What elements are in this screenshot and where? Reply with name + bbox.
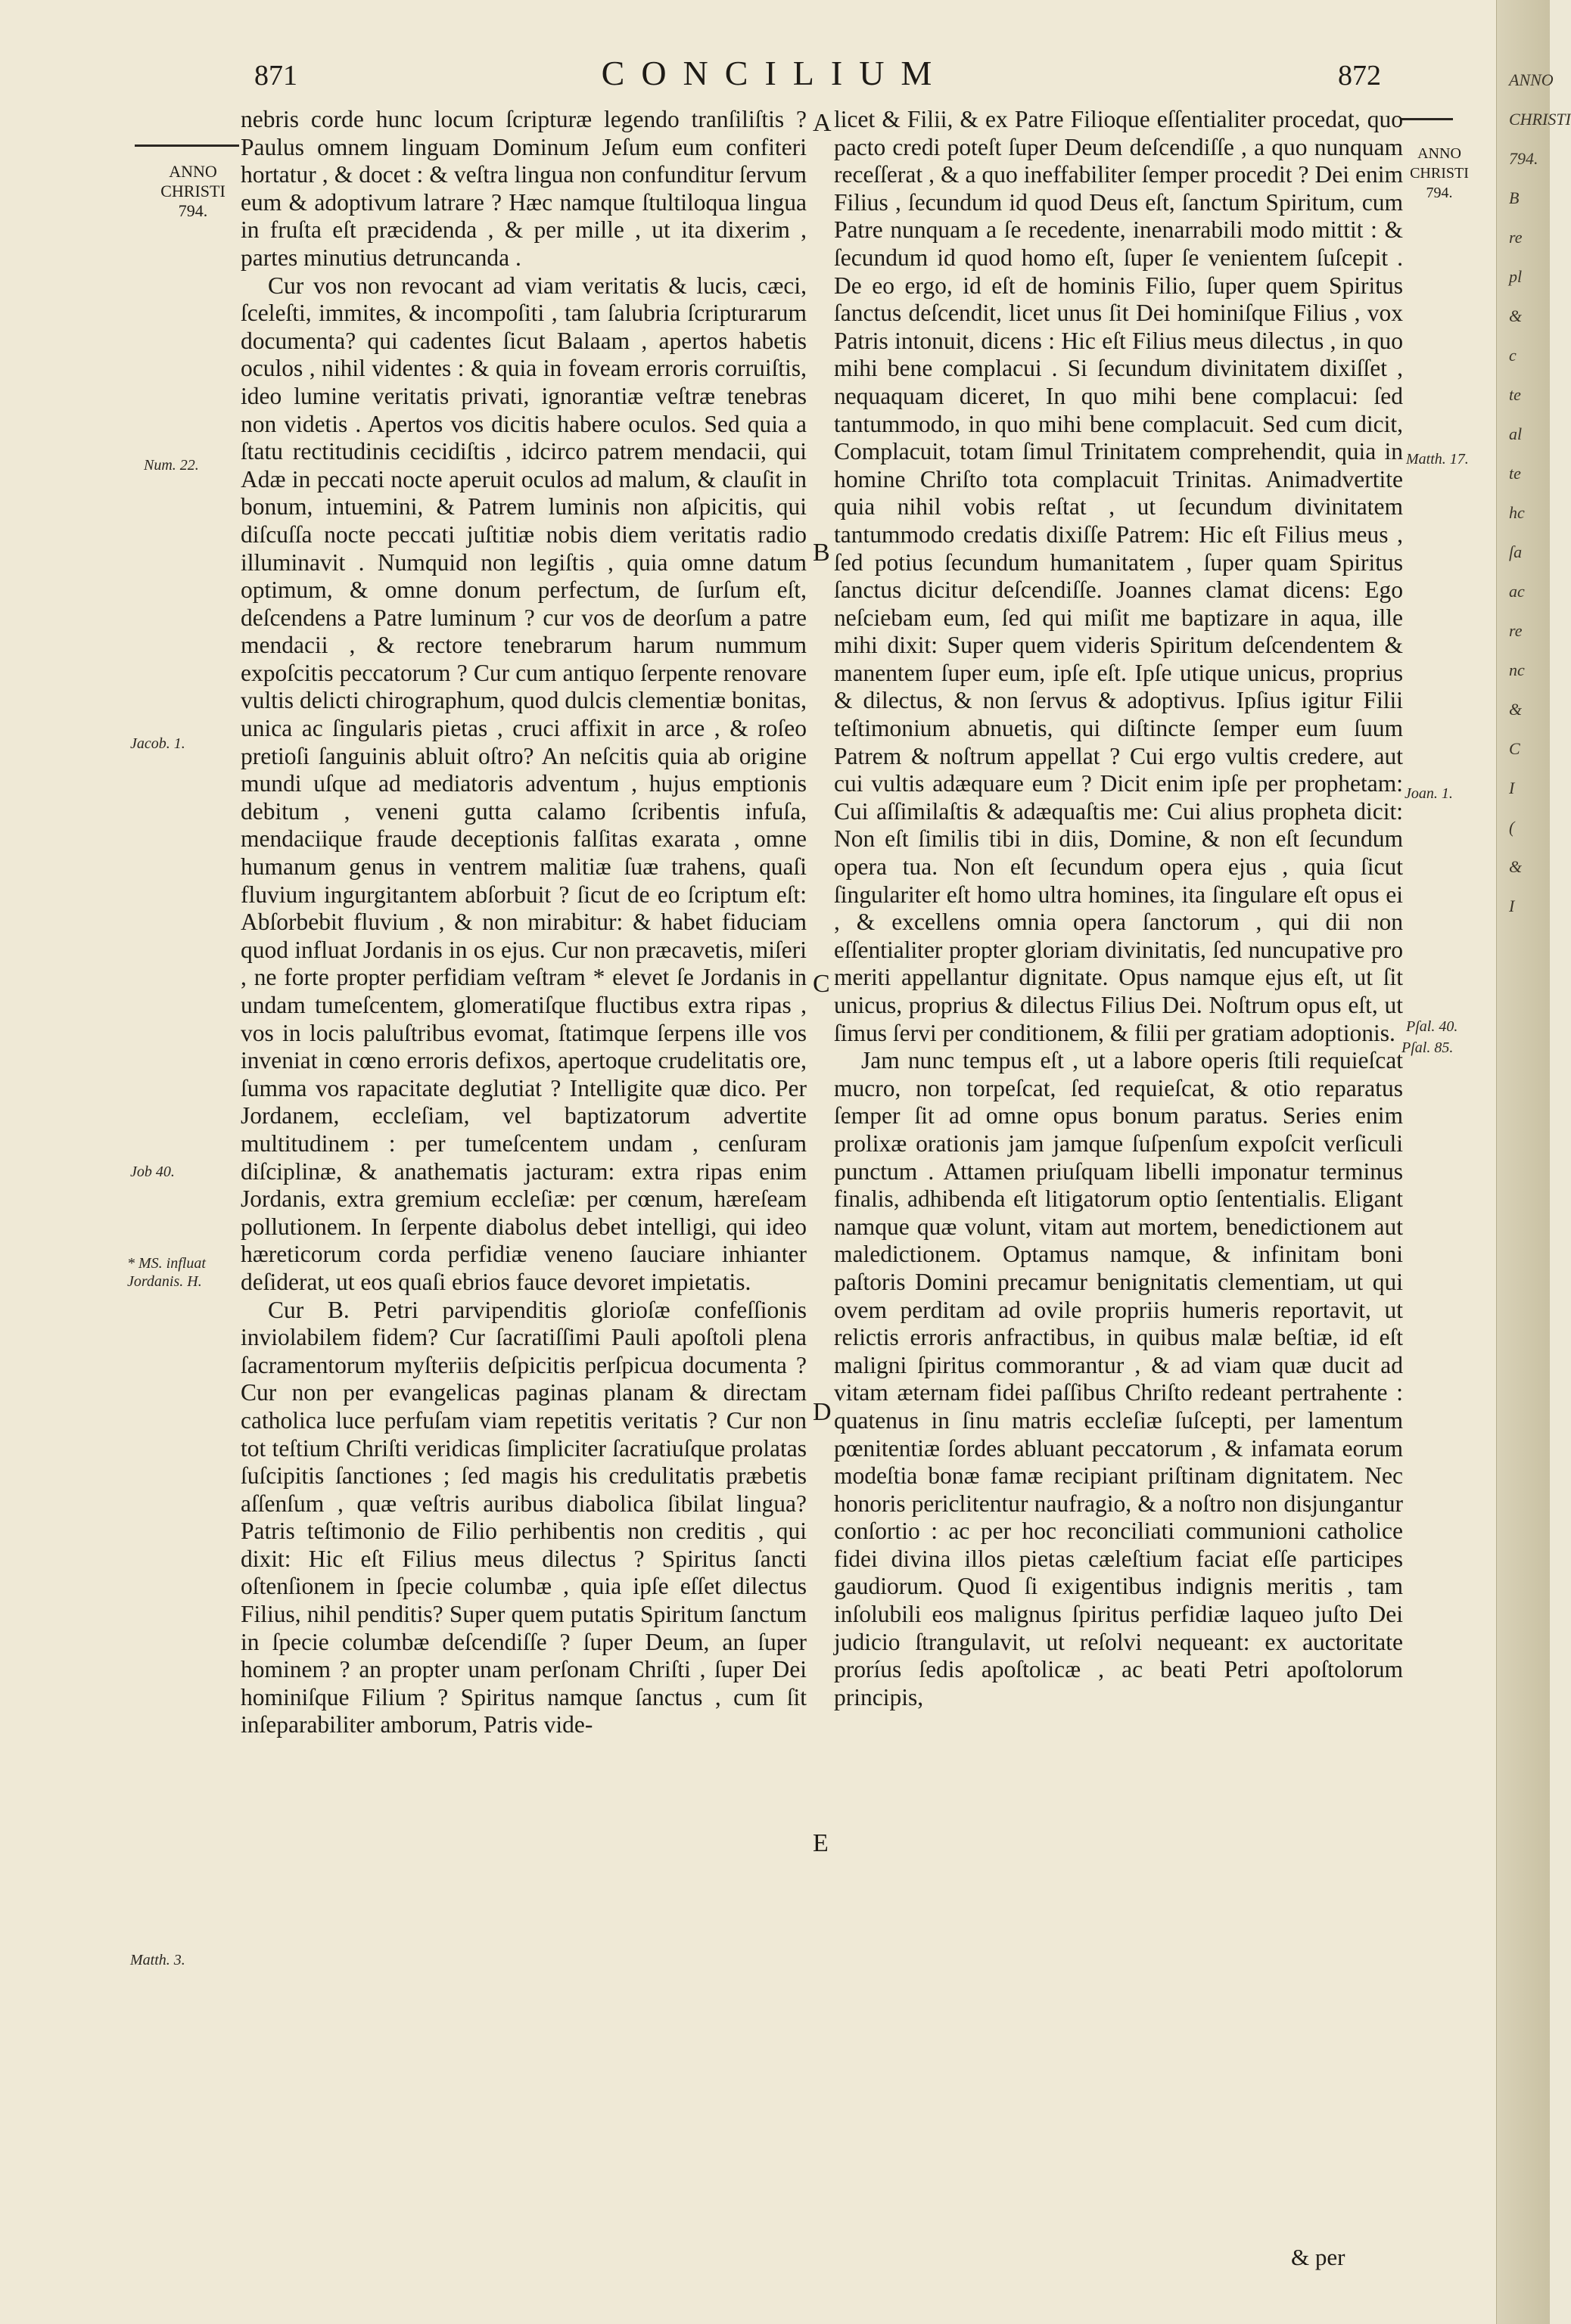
margin-note-matth-left: Matth. 3.: [130, 1952, 185, 1968]
section-letter-d: D: [813, 1398, 832, 1426]
right-marker-rule: [1401, 118, 1453, 120]
margin-note-num: Num. 22.: [144, 457, 199, 474]
next-page-edge: [1496, 0, 1571, 2324]
section-letter-b: B: [813, 539, 830, 567]
section-letter-c: C: [813, 970, 830, 998]
next-page-fragment: ANNO CHRISTI 794. B re pl & c te al te hc ſa ac re nc & C I ( & I: [1509, 70, 1571, 915]
margin-note-psal-40: Pſal. 40.: [1406, 1018, 1458, 1035]
page-number-right: 872: [1338, 60, 1381, 92]
left-marker-rule: [135, 144, 239, 147]
margin-note-jacob: Jacob. 1.: [130, 735, 185, 752]
running-title: CONCILIUM: [601, 54, 949, 92]
paragraph: Cur B. Petri parvipenditis glorioſæ confeſſionis inviolabilem fidem? Cur ſacratiſſimi Pauli apoſtoli plena ſacramentorum myſteriis deſpicitis perſpicua documenta ? Cur non per evangelicas paginas planam & directam catholica luce perfuſam viam repetitis veritatis ? Cur non tot teſtium Chriſti veridicas ſimpliciter ſacratiuſque prolatas ſuſcipitis ſanctiones ; ſed magis his credulitatis præbetis aſſenſum , quæ veſtris auribus diabolica ſibilat lingua? Patris teſtimonio de Filio perhibentis non creditis , qui dixit: Hic eſt Filius meus dilectus ? Spiritus ſancti oſtenſionem in ſpecie columbæ , quia ipſe eſſet dilectus Filius, nihil penditis? Super quem putatis Spiritum ſanctum in ſpecie columbæ deſcendiſſe ? ſuper Deum, an ſuper hominem ? an propter unam perſonam Chriſti , ſuper Dei hominiſque Filium ? Spiritus namque ſanctus , cum ſit inſeparabiliter amborum, Patris vide-: [241, 1296, 807, 1738]
right-column: [834, 106, 1403, 1711]
section-letter-a: A: [813, 109, 832, 137]
paragraph: nebris corde hunc locum ſcripturæ legendo tranſiliſtis ? Paulus omnem linguam Dominum Jeſum eum confiteri hortatur , & docet : & veſtra lingua non confunditur ſervum eum & adoptivum latrare ? Hæc namque ſtultiloqua lingua in fruſta eſt præcidenda , & per mille , ut ita dixerim , partes minutius detruncanda .: [241, 106, 807, 271]
anno-christi-left: ANNO CHRISTI 794.: [160, 162, 226, 220]
margin-note-matth-right: Matth. 17.: [1406, 451, 1469, 468]
section-letter-e: E: [813, 1829, 829, 1857]
paragraph: licet & Filii, & ex Patre Filioque eſſentialiter procedat, quo pacto credi poteſt ſuper Deum deſcendiſſe , a quo nunquam receſſerat , & a quo ineffabiliter ſemper procedit ? Dei enim Filius , ſecundum id quod Deus eſt, ſanctum Spiritum, cum Patre nunquam a ſe recedente, inenarrabili modo mittit : & ſecundum id quod homo eſt, ſuper ſe venientem ſuſcepit . De eo ergo, id eſt de hominis Filio, ſuper quem Spiritus ſanctus deſcendit, licet unus ſit Dei hominiſque Filius , vox Patris intonuit, dicens : Hic eſt Filius meus dilectus , in quo mihi bene complacui . Si ſecundum divinitatem dixiſſet , nequaquam diceret, In quo mihi bene complacui: ſed tantummodo, in quo mihi bene complacuit. Sed cum dicit, Complacuit, totam ſimul Trinitatem comprehendit, quia in homine Chriſto tota complacuit Trinitas. Animadvertite quia nihil vobis reſtat , ut ſecundum divinitatem tantummodo credatis dixiſſe Patrem: Hic eſt Filius meus , ſed potius ſecundum humanitatem , ſuper quam Spiritus ſanctus dicitur deſcendiſſe. Joannes clamat dicens: Ego neſciebam eum, ſed qui miſit me baptizare in aqua, ille mihi dixit: Super quem videris Spiritum deſcendentem & manentem ſuper eum, ipſe eſt. Ipſe utique unicus, proprius & dilectus, & non ſervus & adoptivus. Ipſius igitur Filii teſtimonium abnuetis, qui diſtincte ſemper eum ſuum Patrem & noſtrum appellat ? Cui ergo vultis credere, aut cui vultis adæquare eum ? Dicit enim ipſe per prophetam: Cui aſſimilaſtis & adæquaſtis me: Cui alius propheta dicit: Non eſt ſimilis tibi in diis, Domine, & non eſt ſecundum opera tua. Non eſt ſecundum opera ejus , quia ſicut ſingulariter eſt homo ultra homines, ita ſingulare eſt opus ei , & excellens omnia opera ſanctorum , qui dii non eſſentialiter propter gloriam divinitatis, ſed nuncupative pro meriti appellantur dignitate. Opus namque ejus eſt, ut ſit unicus, proprius & dilectus Filius Dei. Noſtrum opus eſt, ut ſimus ſervi per conditionem, & filii per gratiam adoptionis.: [834, 106, 1403, 1046]
margin-note-ms: * MS. influat Jordanis. H.: [127, 1255, 206, 1290]
paragraph: Cur vos non revocant ad viam veritatis & lucis, cæci, ſceleſti, immites, & incompoſiti , tam ſalubria ſcripturarum documenta? qui cadentes ſicut Balaam , apertos habetis oculos , nihil videntes : & quia in foveam erroris corruiſtis, ideo lumine veritatis privati, ignorantiæ veſtræ tenebras non videtis . Apertos vos dicitis habere oculos. Sed quia a ſtatu rectitudinis cecidiſtis , idcirco patrem mendacii, qui Adæ in peccati nocte aperuit oculos ad malum, & clauſit in bonum, intuemini, & Patrem luminis non aſpicitis, qui diſcuſſa nocte peccati juſtitiæ nobis diem veritatis radio illuminavit . Numquid non legiſtis , quia omne datum optimum, & omne donum perfectum, de ſurſum eſt, deſcendens a Patre luminum ? cur vos de deorſum a patre mendacii , & rectore tenebrarum harum nummum expoſcitis peccatorum ? Cur cum antiquo ſerpente renovare vultis delicti chirographum, quod dulcis clementiæ bonitas, unica ac ſingularis pietas , cruci affixit in arce , & roſeo pretioſi ſanguinis abluit oſtro? An neſcitis quia ab origine mundi uſque ad mediatoris adventum , hujus emptionis debitum , veneni gutta calamo ſcribentis infuſa, mendaciique fraude deceptionis falſitas exarata , omne humanum genus in ventrem malitiæ ſuæ trahens, quaſi fluvium ingurgitantem abſorbuit ? ſicut de eo ſcriptum eſt: Abſorbebit fluvium , & non mirabitur: & habet fiduciam quod influat Jordanis in os ejus. Cur non præcavetis, miſeri , ne forte propter perfidiam veſtram * elevet ſe Jordanis in undam tumeſcentem, glomeratiſque fluctibus extra ripas , vos in locis paluſtribus evomat, ſtatimque ſerpens ille vos inveniat in cœno erroris defixos, apertoque crudelitatis ore, ſumma vos rapacitate deglutiat ? Intelligite quæ dico. Per Jordanem, eccleſiam, vel baptizatorum advertite multitudinem : per tumeſcentem undam , cenſuram diſciplinæ, & anathematis jacturam: extra ripas enim Jordanis, extra gremium eccleſiæ: per cœnum, hæreſeam pollutionem. In ſerpente diabolus debet intelligi, qui ideo hæreticorum corda perfidiæ veneno ſauciare inhianter deſiderat, ut eos quaſi ebrios fauce devoret impietatis.: [241, 272, 807, 1295]
margin-note-job: Job 40.: [130, 1164, 175, 1180]
anno-christi-right: ANNO CHRISTI 794.: [1410, 145, 1469, 201]
margin-note-joan: Joan. 1.: [1405, 785, 1453, 802]
margin-note-psal-85: Pſal. 85.: [1401, 1039, 1454, 1056]
left-column: [241, 106, 807, 1739]
paragraph: Jam nunc tempus eſt , ut a labore operis ſtili requieſcat mucro, non torpeſcat, ſed requieſcat, & otio reparatus ſemper ſit ad omne opus bonum paratus. Series enim prolixæ orationis jam jamque ſuſpenſum expoſcit verſiculi punctum . Attamen priuſquam libelli imponatur terminus finalis, adhibenda eſt litigatorum optio ſententialis. Eligant namque quæ volunt, vitam aut mortem, benedictionem aut maledictionem. Optamus namque, & infinitam boni paſtoris Domini precamur benignitatis clementiam, ut qui ovem perditam ad ovile propriis humeris reportavit, ut relictis erroris anfractibus, in quibus malæ beſtiæ, id eſt maligni ſpiritus commorantur , & ad viam quæ ducit ad vitam æternam fidei paſſibus Chriſto redeant pertrahente : quatenus in ſinu matris eccleſiæ ſuſcepti, per lamentum pœnitentiæ ſordes abluant peccatorum , & infamata eorum modeſtia bonæ famæ recipiant priſtinam dignitatem. Nec honoris periclitentur naufragio, & a noſtro non disjungantur conſortio : ac per hoc reconciliati communioni catholice fidei divina illos pietas cæleſtium faciat eſſe participes gaudiorum. Quod ſi exigentibus indignis meritis , tam inſolubili eos malignus ſpiritus perfidiæ laqueo juſto Dei judicio ſtrangulavit, ut reſolvi nequeant: ex auctoritate proríus ſedis apoſtolicæ , ac beati Petri apoſtolorum principis,: [834, 1047, 1403, 1710]
catchword: & per: [1291, 2244, 1345, 2270]
page-number-left: 871: [254, 60, 297, 92]
